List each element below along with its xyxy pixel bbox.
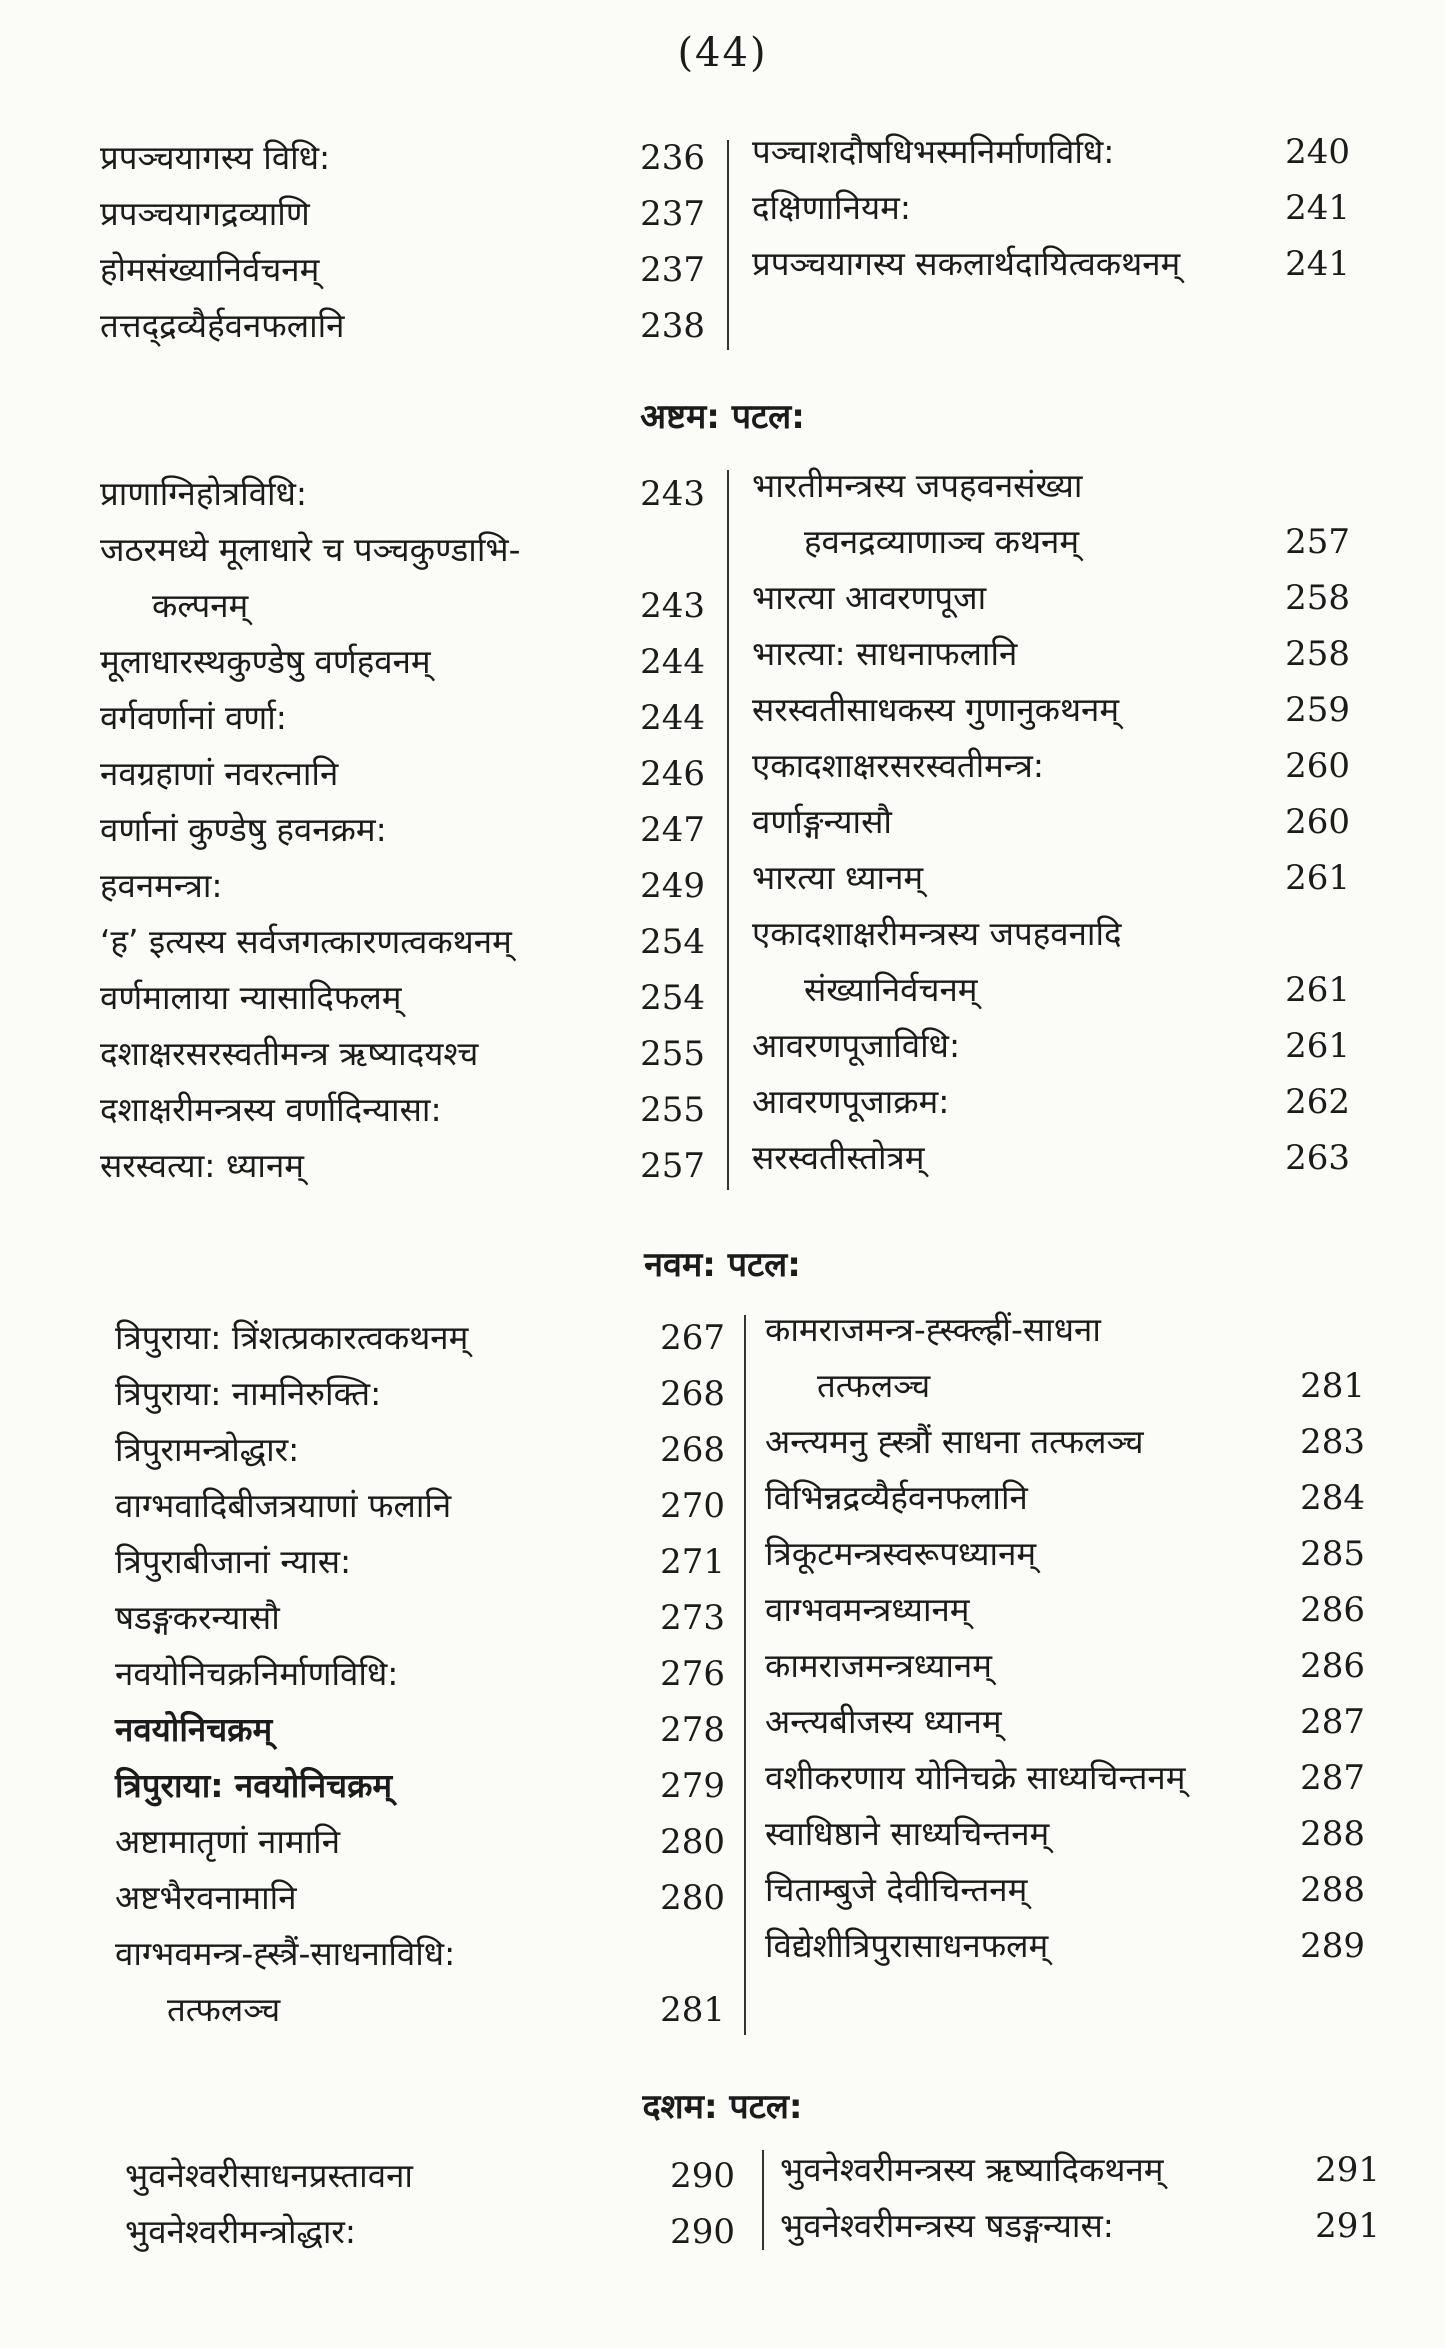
toc-entry-title: वाग्भवादिबीजत्रयाणां फलानि [115,1486,452,1525]
toc-entry [752,850,1350,906]
toc-entry-title: भारत्या: साधनाफलानि [752,634,1018,673]
toc-entry [765,1526,1365,1582]
toc-entry [100,690,705,746]
toc-entry [100,578,705,634]
toc-entry [752,1018,1350,1074]
toc-entry-title: तत्फलञ्च [817,1366,931,1405]
toc-entry-title: अन्त्यमनु ह्स्त्रौं साधना तत्फलञ्च [765,1422,1144,1461]
toc-entry [765,1582,1365,1638]
toc-entry [752,794,1350,850]
toc-entry-title: भुवनेश्वरीसाधनप्रस्तावना [125,2156,413,2195]
toc-entry-title: वर्णानां कुण्डेषु हवनक्रम: [100,810,387,849]
toc-entry [752,962,1350,1018]
toc-entry-title: एकादशाक्षरसरस्वतीमन्त्र: [752,746,1044,785]
toc-entry [100,634,705,690]
toc-entry [752,514,1350,570]
toc-entry-title: वर्णमालाया न्यासादिफलम् [100,978,402,1017]
toc-entry-title: नवग्रहाणां नवरत्नानि [100,754,339,793]
toc-entry-page-number: 240 [1285,132,1350,172]
toc-entry-page-number: 281 [660,1990,725,2030]
toc-entry-title: कामराजमन्त्रध्यानम् [765,1646,992,1685]
toc-entry-page-number: 273 [660,1598,725,1638]
toc-entry-page-number: 237 [640,194,705,234]
toc-entry-title: दशाक्षरीमन्त्रस्य वर्णादिन्यासा: [100,1090,442,1129]
toc-entry [752,738,1350,794]
toc-entry [100,802,705,858]
toc-entry-title: त्रिपुराबीजानां न्यास: [115,1542,352,1581]
toc-entry-page-number: 271 [660,1542,725,1582]
column-divider [727,470,729,1190]
toc-entry-page-number: 247 [640,810,705,850]
toc-entry-page-number: 285 [1300,1534,1365,1574]
column-divider [727,140,729,350]
toc-entry-page-number: 249 [640,866,705,906]
toc-entry-page-number: 241 [1285,244,1350,284]
toc-entry [115,1366,725,1422]
toc-entry [765,1638,1365,1694]
toc-entry-title: हवनमन्त्रा: [100,866,223,905]
toc-entry-page-number: 255 [640,1090,705,1130]
toc-entry-page-number: 287 [1300,1758,1365,1798]
toc-entry-title: अष्टामातृणां नामानि [115,1822,341,1861]
column-divider [744,1315,746,2035]
toc-entry-page-number: 261 [1285,970,1350,1010]
toc-entry [100,970,705,1026]
toc-entry [765,1918,1365,1974]
toc-entry [115,1926,725,1982]
toc-entry-page-number: 261 [1285,858,1350,898]
section-heading-dasham: दशम: पटल: [642,2087,803,2127]
toc-entry-title: त्रिपुराया: नामनिरुक्ति: [115,1374,382,1413]
toc-entry [115,1758,725,1814]
toc-entry-page-number: 260 [1285,802,1350,842]
toc-entry [115,1590,725,1646]
toc-entry [765,1862,1365,1918]
toc-entry-page-number: 289 [1300,1926,1365,1966]
toc-entry [780,2198,1380,2254]
toc-entry-page-number: 244 [640,698,705,738]
toc-entry-page-number: 267 [660,1318,725,1358]
toc-entry-title: अन्त्यबीजस्य ध्यानम् [765,1702,1002,1741]
toc-entry-page-number: 291 [1315,2150,1380,2190]
toc-entry-page-number: 237 [640,250,705,290]
toc-entry [115,1702,725,1758]
toc-entry-page-number: 283 [1300,1422,1365,1462]
toc-entry [765,1750,1365,1806]
column-divider [762,2150,764,2250]
toc-entry-page-number: 286 [1300,1646,1365,1686]
toc-entry-title: वशीकरणाय योनिचक्रे साध्यचिन्तनम् [765,1758,1186,1797]
toc-entry-page-number: 280 [660,1878,725,1918]
toc-entry [115,1310,725,1366]
toc-entry-title: नवयोनिचक्रनिर्माणविधि: [115,1654,399,1693]
toc-entry-page-number: 287 [1300,1702,1365,1742]
toc-entry-page-number: 258 [1285,578,1350,618]
toc-entry-title: सरस्वतीस्तोत्रम् [752,1138,925,1177]
toc-entry [100,1026,705,1082]
toc-entry [100,914,705,970]
toc-entry [115,1646,725,1702]
toc-entry-page-number: 290 [670,2212,735,2252]
toc-entry-title: वाग्भवमन्त्र-ह्स्त्रैं-साधनाविधि: [115,1934,456,1973]
toc-entry-page-number: 238 [640,306,705,346]
toc-entry-title: पञ्चाशदौषधिभस्मनिर्माणविधि: [752,132,1115,171]
toc-entry [115,1478,725,1534]
toc-entry [100,242,705,298]
toc-entry [765,1358,1365,1414]
toc-entry [765,1694,1365,1750]
toc-entry-page-number: 244 [640,642,705,682]
toc-entry [115,1870,725,1926]
section-heading-navam: नवम: पटल: [644,1245,801,1285]
toc-entry [752,570,1350,626]
toc-entry-title: भुवनेश्वरीमन्त्रस्य ऋष्यादिकथनम् [780,2150,1164,2189]
toc-entry-title: होमसंख्यानिर्वचनम् [100,250,320,289]
toc-entry [765,1302,1365,1358]
toc-entry-title: हवनद्रव्याणाञ्च कथनम् [804,522,1080,561]
toc-entry-page-number: 288 [1300,1870,1365,1910]
toc-entry [752,906,1350,962]
toc-entry-page-number: 261 [1285,1026,1350,1066]
toc-entry-page-number: 276 [660,1654,725,1694]
toc-entry-page-number: 236 [640,138,705,178]
toc-entry-title: भारतीमन्त्रस्य जपहवनसंख्या [752,466,1083,505]
toc-entry-page-number: 270 [660,1486,725,1526]
toc-entry [752,458,1350,514]
toc-entry [752,236,1350,292]
toc-entry-title: विभिन्नद्रव्यैर्हवनफलानि [765,1478,1028,1517]
toc-entry-title: स्वाधिष्ठाने साध्यचिन्तनम् [765,1814,1050,1853]
toc-entry-title: वर्गवर्णानां वर्णा: [100,698,287,737]
toc-entry-page-number: 260 [1285,746,1350,786]
page-number: (44) [677,30,768,76]
toc-entry-title: कल्पनम् [152,586,249,625]
toc-entry-title: प्रपञ्चयागद्रव्याणि [100,194,310,233]
toc-entry-title: वर्णाङ्गन्यासौ [752,802,892,841]
toc-entry [115,1814,725,1870]
toc-entry-title: भुवनेश्वरीमन्त्रोद्धार: [125,2212,357,2251]
toc-entry-title: त्रिपुराया: त्रिंशत्प्रकारत्वकथनम् [115,1318,469,1357]
toc-entry-page-number: 257 [1285,522,1350,562]
toc-entry-title: एकादशाक्षरीमन्त्रस्य जपहवनादि [752,914,1122,953]
toc-entry-page-number: 263 [1285,1138,1350,1178]
toc-entry-page-number: 255 [640,1034,705,1074]
toc-entry [100,466,705,522]
toc-entry-title: कामराजमन्त्र-ह्स्क्ल्ह्रीं-साधना [765,1310,1101,1349]
toc-entry-title: षडङ्गकरन्यासौ [115,1598,280,1637]
toc-entry [115,1982,725,2038]
toc-entry-page-number: 278 [660,1710,725,1750]
toc-entry-page-number: 286 [1300,1590,1365,1630]
toc-entry-page-number: 254 [640,922,705,962]
toc-entry-title: प्रपञ्चयागस्य सकलार्थदायित्वकथनम् [752,244,1181,283]
toc-entry-title: चिताम्बुजे देवीचिन्तनम् [765,1870,1028,1909]
toc-entry-title: तत्फलञ्च [167,1990,281,2029]
toc-entry [115,1422,725,1478]
toc-entry [752,180,1350,236]
toc-entry-title: प्राणाग्निहोत्रविधि: [100,474,308,513]
toc-entry-title: प्रपञ्चयागस्य विधि: [100,138,331,177]
toc-entry [765,1806,1365,1862]
toc-entry [752,124,1350,180]
toc-entry-title: मूलाधारस्थकुण्डेषु वर्णहवनम् [100,642,431,681]
toc-entry [752,1074,1350,1130]
toc-entry [100,746,705,802]
toc-entry-title: भारत्या ध्यानम् [752,858,924,897]
toc-entry-page-number: 262 [1285,1082,1350,1122]
toc-entry-title: आवरणपूजाविधि: [752,1026,961,1065]
toc-entry [100,1138,705,1194]
toc-entry [100,130,705,186]
toc-entry-page-number: 288 [1300,1814,1365,1854]
toc-entry-title: भारत्या आवरणपूजा [752,578,987,617]
toc-entry [100,298,705,354]
section-heading-ashtam: अष्टम: पटल: [640,397,805,437]
toc-entry [780,2142,1380,2198]
toc-entry-title: त्रिपुराया: नवयोनिचक्रम् [115,1766,393,1805]
toc-entry-title: दशाक्षरसरस्वतीमन्त्र ऋष्यादयश्च [100,1034,479,1073]
toc-entry-title: सरस्वत्या: ध्यानम् [100,1146,304,1185]
toc-entry-title: ‘ह’ इत्यस्य सर्वजगत्कारणत्वकथनम् [100,922,512,961]
toc-entry-page-number: 279 [660,1766,725,1806]
toc-entry-title: त्रिपुरामन्त्रोद्धार: [115,1430,300,1469]
toc-entry-title: अष्टभैरवनामानि [115,1878,297,1917]
toc-entry [765,1414,1365,1470]
toc-entry-page-number: 254 [640,978,705,1018]
toc-entry-title: नवयोनिचक्रम् [115,1710,273,1749]
toc-entry-title: सरस्वतीसाधकस्य गुणानुकथनम् [752,690,1120,729]
toc-entry-page-number: 241 [1285,188,1350,228]
toc-entry-page-number: 268 [660,1430,725,1470]
toc-entry [100,858,705,914]
toc-entry [752,682,1350,738]
toc-entry-page-number: 284 [1300,1478,1365,1518]
toc-entry-title: संख्यानिर्वचनम् [804,970,978,1009]
toc-entry [115,1534,725,1590]
toc-entry [100,1082,705,1138]
toc-entry-page-number: 280 [660,1822,725,1862]
toc-entry-page-number: 258 [1285,634,1350,674]
toc-entry-page-number: 243 [640,474,705,514]
toc-entry-title: दक्षिणानियम: [752,188,911,227]
toc-entry [765,1470,1365,1526]
toc-entry-title: वाग्भवमन्त्रध्यानम् [765,1590,970,1629]
toc-entry-page-number: 246 [640,754,705,794]
toc-entry-title: आवरणपूजाक्रम: [752,1082,950,1121]
toc-entry-page-number: 268 [660,1374,725,1414]
toc-entry [752,1130,1350,1186]
toc-entry-page-number: 257 [640,1146,705,1186]
toc-entry [125,2204,735,2260]
toc-entry-page-number: 259 [1285,690,1350,730]
toc-entry-page-number: 291 [1315,2206,1380,2246]
toc-entry-title: जठरमध्ये मूलाधारे च पञ्चकुण्डाभि- [100,530,521,569]
toc-entry-title: तत्तद्द्रव्यैर्हवनफलानि [100,306,345,345]
toc-entry-title: भुवनेश्वरीमन्त्रस्य षडङ्गन्यास: [780,2206,1114,2245]
toc-entry [752,626,1350,682]
toc-entry [100,186,705,242]
toc-entry [100,522,705,578]
toc-entry-page-number: 290 [670,2156,735,2196]
toc-entry-title: विद्येशीत्रिपुरासाधनफलम् [765,1926,1049,1965]
toc-entry-title: त्रिकूटमन्त्रस्वरूपध्यानम् [765,1534,1037,1573]
toc-entry [125,2148,735,2204]
toc-entry-page-number: 243 [640,586,705,626]
toc-entry-page-number: 281 [1300,1366,1365,1406]
